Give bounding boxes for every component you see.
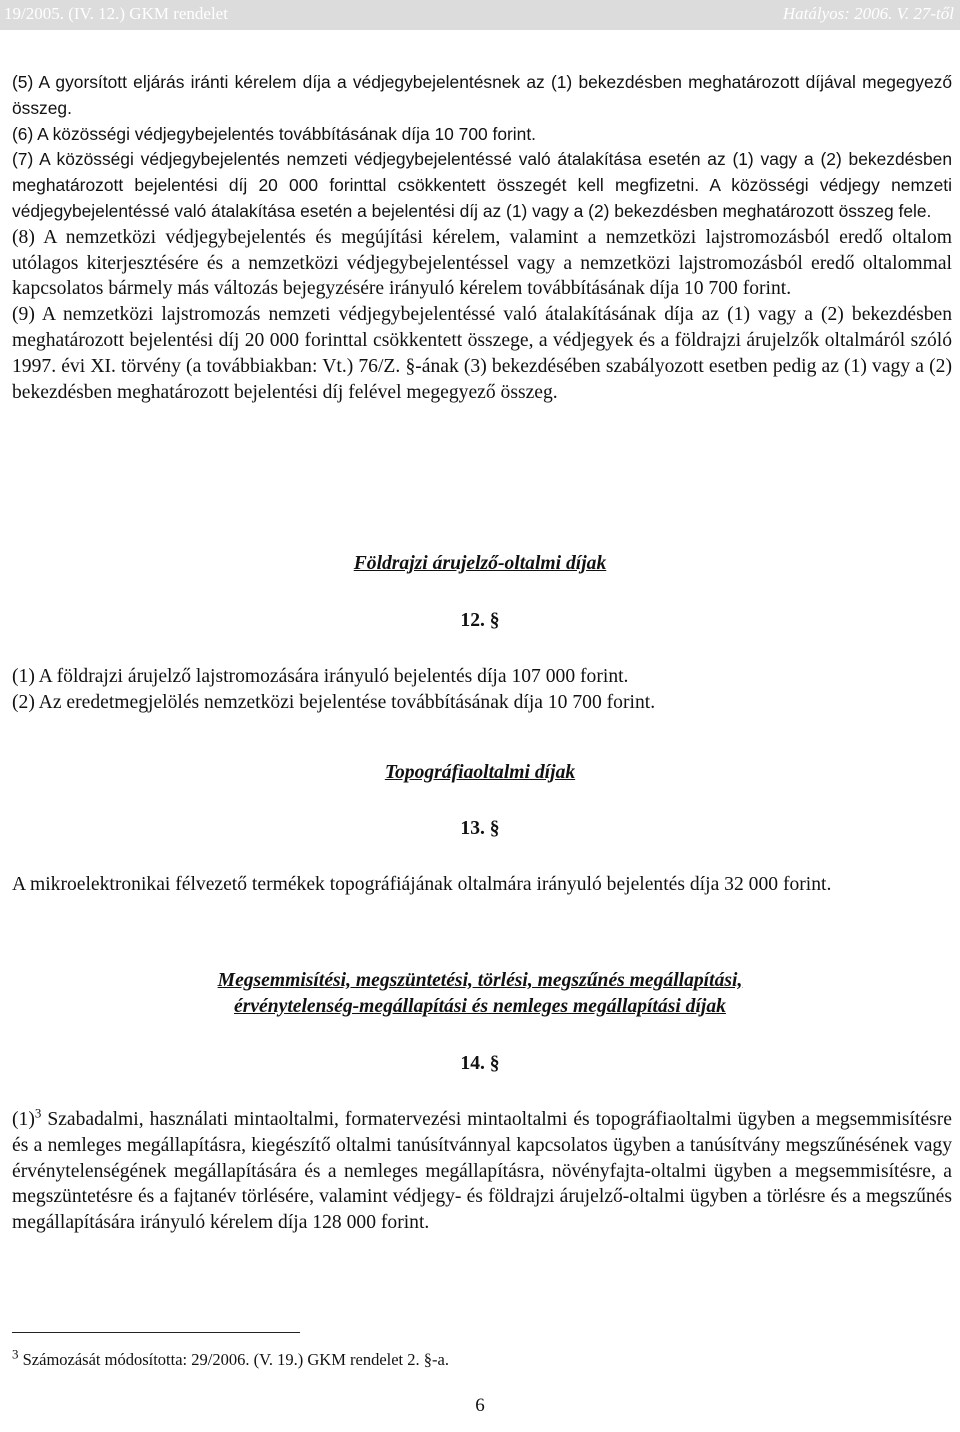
section-12-body: [12, 664, 952, 716]
section-13-number: 13. §: [460, 818, 500, 839]
section-12-number: 12. §: [460, 610, 500, 631]
paragraph-7: (7) A közösségi védjegybejelentés nemzeti védjegybejelentéssé való átalakítása esetén az (1) vagy a (2) bekezdésben meghatározott bejelentési díj 20 000 forinttal csökkentett összegét kell megfizetni. A közösségi védjegy nemzeti védjegybejelentéssé való átalakítása esetén a bejelentési díj az (1) vagy a (2) bekezdésben meghatározott összeg fele.: [12, 149, 952, 221]
footnote: [12, 1346, 449, 1370]
section-12-title-part2: -oltalmi díjak: [497, 553, 607, 574]
section-14-title-line-2: érvénytelenség-megállapítási és nemleges megállapítási díjak: [234, 996, 726, 1017]
paragraph-6: (6) A közösségi védjegybejelentés továbbításának díja 10 700 forint.: [12, 123, 536, 144]
section-13-title: Topográfiaoltalmi díjak: [384, 762, 576, 783]
section-12-paragraph-2: (2) Az eredetmegjelölés nemzetközi bejelentése továbbításának díja 10 700 forint.: [12, 691, 656, 713]
section-14-paragraph-1-prefix: (1): [12, 1109, 35, 1130]
section-13-body: [12, 872, 952, 898]
section-14-body: [12, 1107, 952, 1236]
paragraph-5: (5) A gyorsított eljárás iránti kérelem díja a védjegybejelentésnek az (1) bekezdésben meghatározott díjával megegyező összeg.: [12, 72, 952, 118]
section-12-title-part1: Földrajzi árujelző: [353, 553, 498, 574]
section-13-paragraph: A mikroelektronikai félvezető termékek topográfiájának oltalmára irányuló bejelentés díja 32 000 forint.: [12, 874, 832, 895]
page-header: [0, 0, 960, 30]
footnote-text: Számozását módosította: 29/2006. (V. 19.) GKM rendelet 2. §-a.: [18, 1350, 449, 1369]
section-14-number: 14. §: [460, 1053, 500, 1074]
paragraph-9: (9) A nemzetközi lajstromozás nemzeti védjegybejelentéssé való átalakításának díja az (1) vagy a (2) bekezdésben meghatározott bejelentési díj 20 000 forinttal csökkentett összege, a védjegyek és a földrajzi árujelzők oltalmáról szóló 1997. évi XI. törvény (a továbbiakban: Vt.) 76/Z. §-ának (3) bekezdésében szabályozott esetben pedig az (1) vagy a (2) bekezdésben meghatározott bejelentési díj felével megegyező összeg.: [12, 304, 952, 403]
section-12-title: [0, 553, 960, 575]
section-11-continued: [12, 70, 952, 405]
footnote-reference[interactable]: 3: [34, 1105, 42, 1121]
header-decree-reference: 19/2005. (IV. 12.) GKM rendelet: [4, 4, 228, 23]
footnote-mark: 3: [12, 1346, 19, 1362]
header-effective-date: Hatályos: 2006. V. 27-től: [782, 4, 954, 23]
page-number: 6: [475, 1395, 485, 1416]
section-12-paragraph-1: (1) A földrajzi árujelző lajstromozására irányuló bejelentés díja 107 000 forint.: [12, 666, 629, 687]
footnote-separator: [12, 1332, 300, 1333]
section-14-paragraph-1: [12, 1107, 952, 1236]
paragraph-8: (8) A nemzetközi védjegybejelentés és megújítási kérelem, valamint a nemzetközi lajstromozásból eredő oltalom utólagos kiterjesztésére és a nemzetközi védjegybejelentéssel vagy a nemzetközi lajstromozásból eredő oltalommal kapcsolatos bármely más változás bejegyzésére irányuló kérelem továbbításának díja 10 700 forint.: [12, 226, 952, 300]
section-14-title-line-1: Megsemmisítési, megszüntetési, törlési, megszűnés megállapítási,: [217, 970, 743, 991]
section-14-paragraph-1-text: Szabadalmi, használati mintaoltalmi, formatervezési mintaoltalmi és topográfiaoltalmi ügyben a megsemmisítésre és a nemleges megállapításra, kiegészítő oltalmi tanúsítvánnyal kapcsolatos ügyben a tanúsítvány megszűnésének vagy érvénytelenségének megállapítására és a nemleges megállapításra, növényfajta-oltalmi ügyben a megsemmisítésre, a megszüntetésre és a fajtanév törlésére, valamint védjegy- és földrajzi árujelző-oltalmi ügyben a törlésre és a megszűnés megállapítására irányuló kérelem díja 128 000 forint.: [12, 1109, 952, 1234]
